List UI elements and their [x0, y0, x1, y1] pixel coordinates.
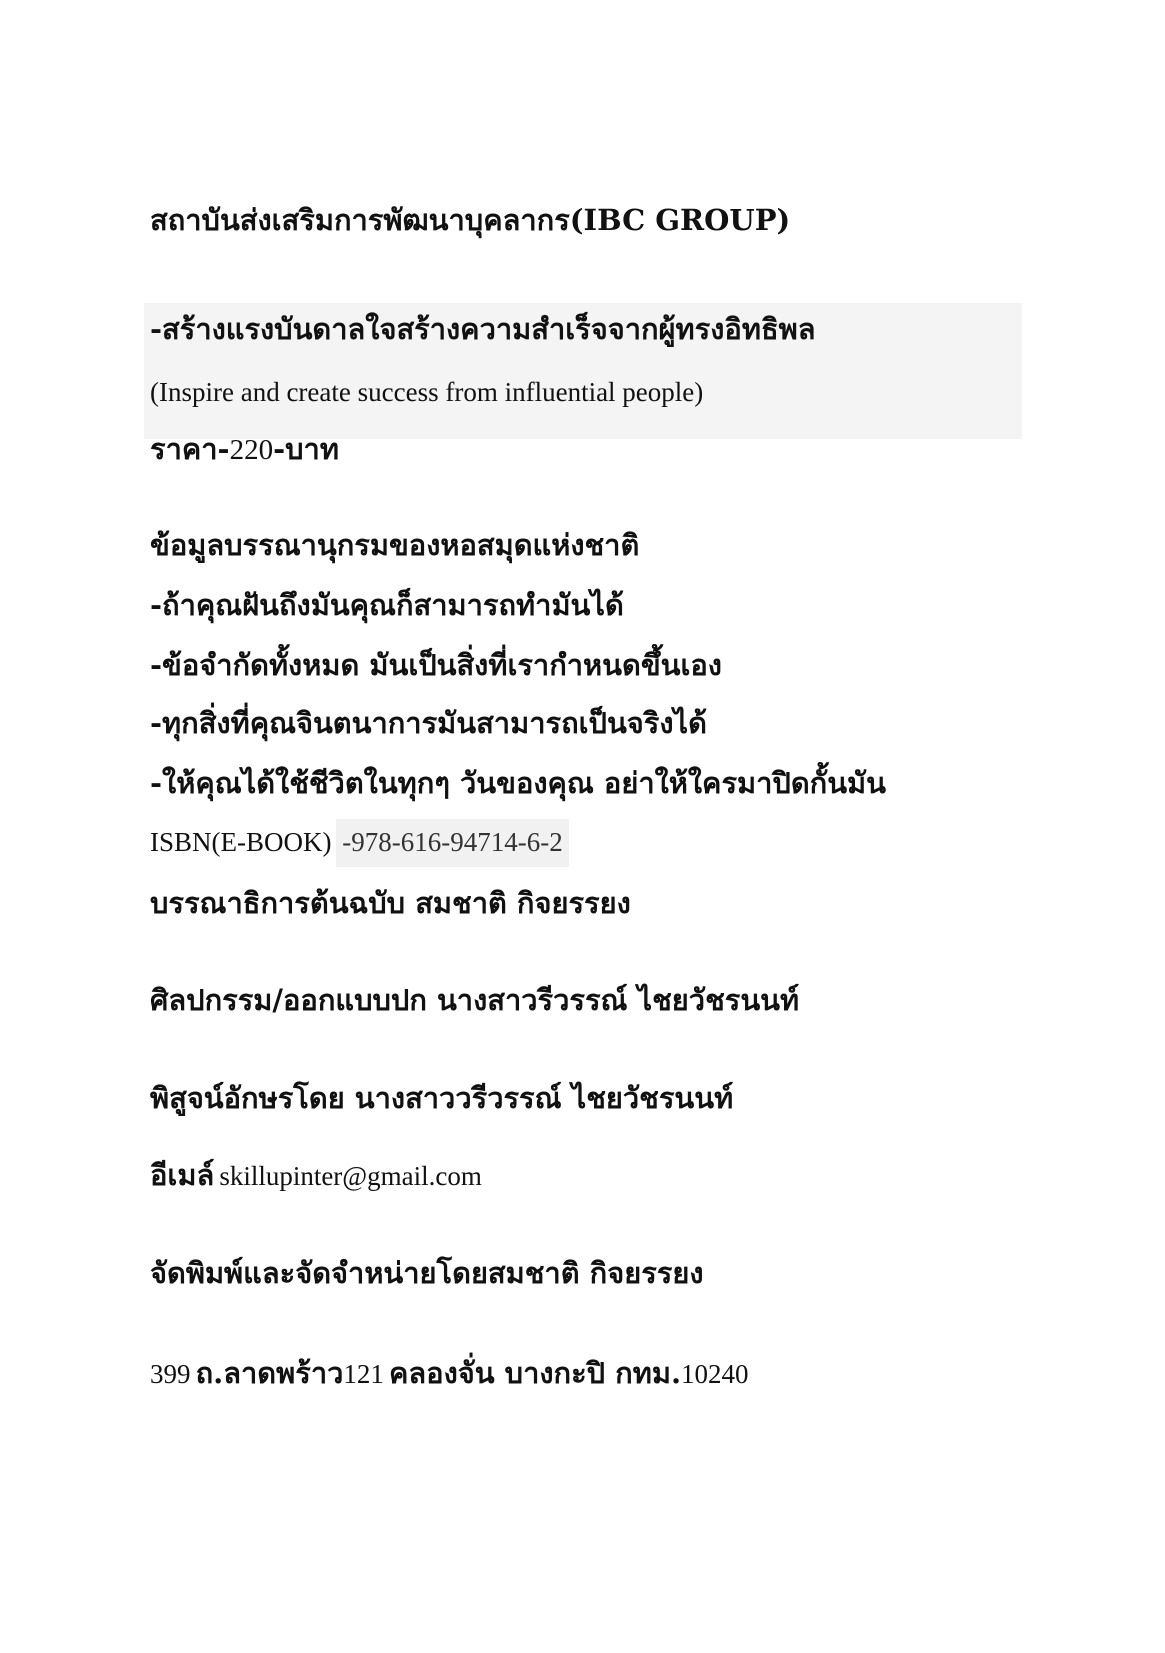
catalog-heading: ข้อมูลบรรณานุกรมของหอสมุดแห่งชาติ	[150, 528, 640, 562]
editor-credit: บรรณาธิการต้นฉบับ สมชาติ กิจยรรยง	[150, 886, 631, 920]
proof-credit: พิสูจน์อักษรโดย นางสาววรีวรรณ์ ไชยวัชรนนท์	[150, 1081, 734, 1115]
address-number: 399	[150, 1359, 191, 1389]
address-district: คลองจั่น บางกะปิ กทม.	[389, 1356, 682, 1390]
isbn-label: ISBN(E-BOOK)	[150, 827, 332, 857]
address-soi: 121	[343, 1359, 384, 1389]
catalog-item: -ข้อจำกัดทั้งหมด มันเป็นสิ่งที่เรากำหนดขึ้นเอง	[150, 648, 722, 682]
book-title-english: (Inspire and create success from influential people)	[150, 377, 704, 407]
catalog-item: -ถ้าคุณฝันถึงมันคุณก็สามารถทำมันได้	[150, 588, 624, 622]
price-value: 220	[229, 434, 274, 466]
email-line	[150, 1160, 482, 1192]
address-line	[150, 1358, 749, 1390]
address-postal: 10240	[681, 1359, 749, 1389]
isbn-value: -978-616-94714-6-2	[336, 819, 568, 867]
price-line	[150, 434, 339, 467]
book-title-thai: -สร้างแรงบันดาลใจสร้างความสำเร็จจากผู้ทรงอิทธิพล	[150, 312, 816, 346]
price-prefix: ราคา-	[150, 432, 230, 466]
address-street: ถ.ลาดพร้าว	[195, 1356, 344, 1390]
isbn-line	[150, 828, 569, 858]
email-address[interactable]: skillupinter@gmail.com	[219, 1161, 482, 1191]
institute-name: สถาบันส่งเสริมการพัฒนาบุคลากร(IBC GROUP)	[150, 203, 791, 237]
publisher-credit: จัดพิมพ์และจัดจำหน่ายโดยสมชาติ กิจยรรยง	[150, 1256, 704, 1290]
price-suffix: -บาท	[273, 432, 339, 466]
catalog-item: -ให้คุณได้ใช้ชีวิตในทุกๆ วันของคุณ อย่าให้ใครมาปิดกั้นมัน	[150, 766, 886, 800]
catalog-item: -ทุกสิ่งที่คุณจินตนาการมันสามารถเป็นจริงได้	[150, 706, 707, 740]
email-label: อีเมล์	[150, 1158, 215, 1192]
art-credit: ศิลปกรรม/ออกแบบปก นางสาวรีวรรณ์ ไชยวัชรนนท์	[150, 983, 800, 1017]
